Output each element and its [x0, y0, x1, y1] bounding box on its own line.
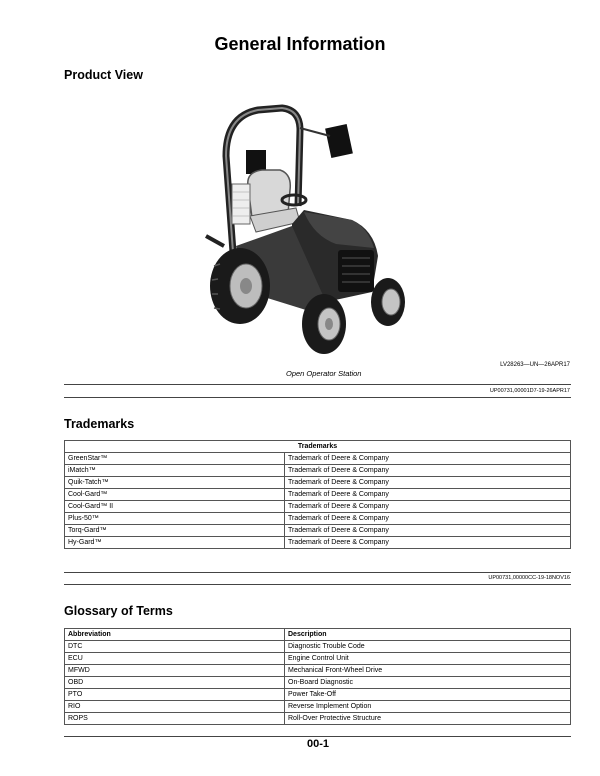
trademarks-table	[64, 440, 571, 549]
table-cell-description: Power Take-Off	[285, 689, 571, 701]
glossary-heading: Glossary of Terms	[64, 604, 173, 618]
table-cell-description: Trademark of Deere & Company	[285, 453, 571, 465]
divider	[64, 384, 571, 385]
table-row	[65, 489, 571, 501]
reference-code: UP00731,00000CC-19-18NOV16	[488, 575, 570, 581]
divider	[64, 736, 571, 737]
divider	[64, 397, 571, 398]
table-cell-term: ROPS	[65, 713, 285, 725]
table-row	[65, 525, 571, 537]
reference-code: UP00731,00001D7-19-26APR17	[489, 388, 570, 394]
table-row	[65, 465, 571, 477]
table-cell-description: Roll-Over Protective Structure	[285, 713, 571, 725]
table-cell-description: On-Board Diagnostic	[285, 677, 571, 689]
table-title: Trademarks	[65, 441, 571, 453]
table-cell-term: PTO	[65, 689, 285, 701]
table-row	[65, 677, 571, 689]
table-cell-term: Hy-Gard™	[65, 537, 285, 549]
divider	[64, 572, 571, 573]
table-row	[65, 689, 571, 701]
table-cell-description: Trademark of Deere & Company	[285, 537, 571, 549]
table-cell-description: Reverse Implement Option	[285, 701, 571, 713]
figure-caption: Open Operator Station	[286, 369, 362, 378]
table-cell-term: Cool-Gard™ II	[65, 501, 285, 513]
table-row	[65, 701, 571, 713]
table-cell-term: Plus-50™	[65, 513, 285, 525]
table-row	[65, 513, 571, 525]
table-row	[65, 641, 571, 653]
table-cell-term: RIO	[65, 701, 285, 713]
figure-id: LV28263—UN—26APR17	[500, 362, 570, 368]
table-row	[65, 453, 571, 465]
table-cell-description: Trademark of Deere & Company	[285, 477, 571, 489]
table-cell-description: Trademark of Deere & Company	[285, 501, 571, 513]
table-cell-description: Diagnostic Trouble Code	[285, 641, 571, 653]
table-row	[65, 653, 571, 665]
table-cell-term: ECU	[65, 653, 285, 665]
table-row	[65, 537, 571, 549]
column-header: Abbreviation	[65, 629, 285, 641]
table-row	[65, 713, 571, 725]
table-cell-term: GreenStar™	[65, 453, 285, 465]
table-row	[65, 477, 571, 489]
table-cell-description: Trademark of Deere & Company	[285, 465, 571, 477]
page-title: General Information	[214, 34, 386, 54]
table-cell-term: DTC	[65, 641, 285, 653]
page-number: 00-1	[306, 738, 330, 750]
product-view-heading: Product View	[64, 68, 143, 82]
tractor-illustration	[196, 96, 426, 368]
table-cell-term: iMatch™	[65, 465, 285, 477]
table-cell-term: Torq-Gard™	[65, 525, 285, 537]
table-row	[65, 501, 571, 513]
table-row	[65, 665, 571, 677]
table-cell-term: MFWD	[65, 665, 285, 677]
table-cell-term: OBD	[65, 677, 285, 689]
table-cell-term: Quik-Tatch™	[65, 477, 285, 489]
divider	[64, 584, 571, 585]
table-cell-description: Trademark of Deere & Company	[285, 513, 571, 525]
table-cell-description: Trademark of Deere & Company	[285, 489, 571, 501]
table-cell-description: Engine Control Unit	[285, 653, 571, 665]
glossary-table	[64, 628, 571, 725]
column-header: Description	[285, 629, 571, 641]
table-cell-description: Mechanical Front-Wheel Drive	[285, 665, 571, 677]
table-cell-description: Trademark of Deere & Company	[285, 525, 571, 537]
trademarks-heading: Trademarks	[64, 417, 135, 431]
table-cell-term: Cool-Gard™	[65, 489, 285, 501]
